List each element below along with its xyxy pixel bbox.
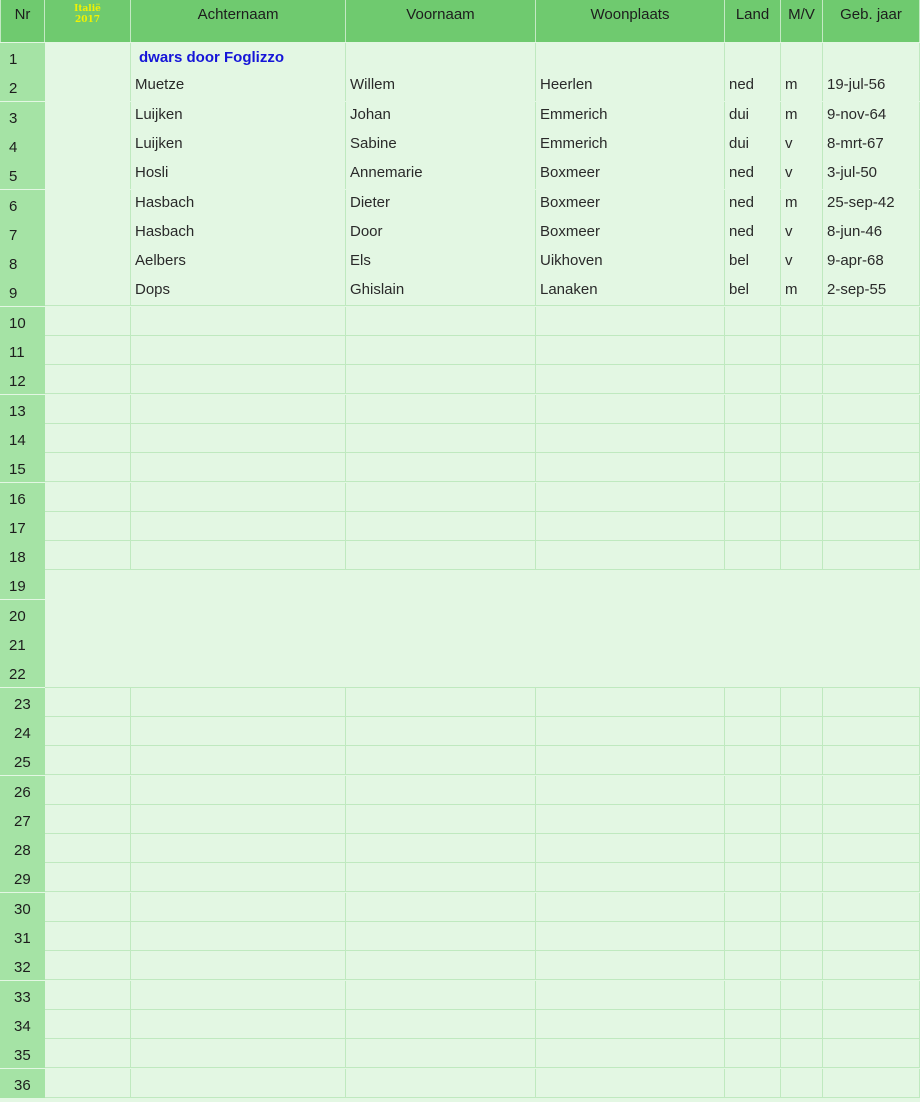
cell-woonplaats bbox=[536, 805, 725, 834]
cell-mv bbox=[781, 863, 823, 892]
cell-mv bbox=[781, 395, 823, 424]
cell-voornaam bbox=[346, 805, 536, 834]
cell-land bbox=[725, 688, 781, 717]
cell-voornaam: Dieter bbox=[346, 190, 536, 219]
cell-mv bbox=[781, 43, 823, 72]
cell-geb bbox=[823, 453, 920, 482]
cell-land: ned bbox=[725, 219, 781, 248]
cell-badge bbox=[45, 424, 131, 453]
row-number: 21 bbox=[0, 629, 45, 658]
row-number: 18 bbox=[0, 541, 45, 570]
cell-achternaam bbox=[131, 307, 346, 336]
cell-achternaam bbox=[131, 453, 346, 482]
cell-mv: m bbox=[781, 102, 823, 131]
cell-woonplaats bbox=[536, 424, 725, 453]
cell-badge bbox=[45, 336, 131, 365]
header-mv: M/V bbox=[781, 0, 823, 42]
cell-voornaam bbox=[346, 746, 536, 775]
cell-achternaam bbox=[131, 483, 346, 512]
cell-land bbox=[725, 336, 781, 365]
cell-land bbox=[725, 951, 781, 980]
cell-mv bbox=[781, 776, 823, 805]
cell-achternaam bbox=[131, 746, 346, 775]
cell-voornaam bbox=[346, 1069, 536, 1098]
cell-voornaam bbox=[346, 981, 536, 1010]
cell-badge bbox=[45, 951, 131, 980]
cell-woonplaats bbox=[536, 688, 725, 717]
cell-land: bel bbox=[725, 277, 781, 306]
cell-achternaam bbox=[131, 541, 346, 570]
cell-voornaam: Door bbox=[346, 219, 536, 248]
cell-badge bbox=[45, 453, 131, 482]
cell-woonplaats bbox=[536, 1010, 725, 1039]
cell-geb bbox=[823, 424, 920, 453]
cell-achternaam bbox=[131, 922, 346, 951]
cell-geb: 19-jul-56 bbox=[823, 72, 920, 101]
row-number: 1 bbox=[0, 43, 45, 72]
cell-woonplaats bbox=[536, 717, 725, 746]
cell-geb bbox=[823, 483, 920, 512]
cell-woonplaats bbox=[536, 336, 725, 365]
cell-badge bbox=[45, 805, 131, 834]
cell-mv: m bbox=[781, 277, 823, 306]
cell-badge bbox=[45, 688, 131, 717]
cell-achternaam bbox=[131, 336, 346, 365]
cell-woonplaats bbox=[536, 307, 725, 336]
cell-woonplaats: Boxmeer bbox=[536, 219, 725, 248]
cell-voornaam bbox=[346, 863, 536, 892]
row-number: 16 bbox=[0, 483, 45, 512]
cell-mv: v bbox=[781, 219, 823, 248]
cell-geb: 8-mrt-67 bbox=[823, 131, 920, 160]
cell-geb: 9-apr-68 bbox=[823, 248, 920, 277]
cell-geb bbox=[823, 805, 920, 834]
row-number: 32 bbox=[0, 951, 45, 980]
row-number: 8 bbox=[0, 248, 45, 277]
cell-badge bbox=[45, 1069, 131, 1098]
cell-land bbox=[725, 922, 781, 951]
cell-mv bbox=[781, 981, 823, 1010]
cell-achternaam bbox=[131, 1010, 346, 1039]
cell-voornaam bbox=[346, 834, 536, 863]
cell-geb bbox=[823, 336, 920, 365]
cell-mv: v bbox=[781, 160, 823, 189]
cell-woonplaats bbox=[536, 43, 725, 72]
cell-land: dui bbox=[725, 131, 781, 160]
cell-voornaam bbox=[346, 43, 536, 72]
cell-geb bbox=[823, 365, 920, 394]
cell-land: dui bbox=[725, 102, 781, 131]
cell-mv: m bbox=[781, 190, 823, 219]
cell-achternaam: Hosli bbox=[131, 160, 346, 189]
row-number: 13 bbox=[0, 395, 45, 424]
cell-land bbox=[725, 541, 781, 570]
cell-achternaam bbox=[131, 717, 346, 746]
row-number: 24 bbox=[0, 717, 45, 746]
cell-woonplaats: Boxmeer bbox=[536, 190, 725, 219]
cell-voornaam bbox=[346, 483, 536, 512]
cell-mv bbox=[781, 922, 823, 951]
row-number: 6 bbox=[0, 190, 45, 219]
cell-voornaam bbox=[346, 395, 536, 424]
cell-geb bbox=[823, 893, 920, 922]
cell-land bbox=[725, 512, 781, 541]
cell-geb: 3-jul-50 bbox=[823, 160, 920, 189]
cell-badge bbox=[45, 483, 131, 512]
cell-woonplaats: Heerlen bbox=[536, 72, 725, 101]
cell-voornaam bbox=[346, 893, 536, 922]
cell-geb bbox=[823, 717, 920, 746]
cell-badge bbox=[45, 43, 131, 72]
cell-achternaam bbox=[131, 863, 346, 892]
cell-achternaam bbox=[131, 834, 346, 863]
cell-voornaam: Sabine bbox=[346, 131, 536, 160]
cell-voornaam bbox=[346, 922, 536, 951]
row-number: 36 bbox=[0, 1069, 45, 1098]
cell-land bbox=[725, 834, 781, 863]
cell-badge bbox=[45, 863, 131, 892]
row-number: 20 bbox=[0, 600, 45, 629]
cell-achternaam: Aelbers bbox=[131, 248, 346, 277]
cell-land bbox=[725, 1010, 781, 1039]
row-number: 14 bbox=[0, 424, 45, 453]
cell-land: ned bbox=[725, 72, 781, 101]
cell-badge bbox=[45, 219, 131, 248]
cell-woonplaats bbox=[536, 1069, 725, 1098]
cell-achternaam: Dops bbox=[131, 277, 346, 306]
cell-mv bbox=[781, 424, 823, 453]
cell-mv bbox=[781, 1010, 823, 1039]
cell-achternaam bbox=[131, 1039, 346, 1068]
cell-voornaam bbox=[346, 307, 536, 336]
cell-land: ned bbox=[725, 160, 781, 189]
cell-woonplaats: Emmerich bbox=[536, 131, 725, 160]
cell-voornaam bbox=[346, 951, 536, 980]
cell-geb bbox=[823, 981, 920, 1010]
cell-badge bbox=[45, 72, 131, 101]
cell-badge bbox=[45, 131, 131, 160]
row-number: 23 bbox=[0, 688, 45, 717]
cell-achternaam: Hasbach bbox=[131, 219, 346, 248]
row-number: 31 bbox=[0, 922, 45, 951]
cell-badge bbox=[45, 395, 131, 424]
cell-voornaam: Annemarie bbox=[346, 160, 536, 189]
row-number: 28 bbox=[0, 834, 45, 863]
badge-line-2: 2017 bbox=[74, 15, 101, 25]
cell-woonplaats bbox=[536, 863, 725, 892]
cell-land bbox=[725, 453, 781, 482]
cell-mv bbox=[781, 336, 823, 365]
cell-badge bbox=[45, 981, 131, 1010]
cell-voornaam bbox=[346, 336, 536, 365]
cell-land bbox=[725, 424, 781, 453]
cell-geb: 25-sep-42 bbox=[823, 190, 920, 219]
cell-geb bbox=[823, 776, 920, 805]
badge-line-1: Italië bbox=[74, 4, 101, 14]
cell-geb bbox=[823, 1010, 920, 1039]
cell-badge bbox=[45, 1010, 131, 1039]
cell-voornaam bbox=[346, 717, 536, 746]
cell-badge bbox=[45, 834, 131, 863]
cell-badge bbox=[45, 893, 131, 922]
cell-voornaam bbox=[346, 1039, 536, 1068]
cell-mv bbox=[781, 453, 823, 482]
header-geb-jaar: Geb. jaar bbox=[823, 0, 920, 42]
row-number: 4 bbox=[0, 131, 45, 160]
cell-badge bbox=[45, 277, 131, 306]
header-badge bbox=[45, 0, 131, 42]
cell-geb: 8-jun-46 bbox=[823, 219, 920, 248]
cell-mv bbox=[781, 688, 823, 717]
cell-woonplaats: Emmerich bbox=[536, 102, 725, 131]
cell-land bbox=[725, 395, 781, 424]
row-number: 34 bbox=[0, 1010, 45, 1039]
cell-achternaam: Luijken bbox=[131, 102, 346, 131]
header-voornaam: Voornaam bbox=[346, 0, 536, 42]
row-number: 22 bbox=[0, 658, 45, 687]
cell-badge bbox=[45, 717, 131, 746]
cell-land bbox=[725, 981, 781, 1010]
cell-badge bbox=[45, 776, 131, 805]
cell-achternaam: Muetze bbox=[131, 72, 346, 101]
cell-mv bbox=[781, 951, 823, 980]
cell-badge bbox=[45, 746, 131, 775]
cell-mv bbox=[781, 746, 823, 775]
cell-land bbox=[725, 863, 781, 892]
cell-mv: m bbox=[781, 72, 823, 101]
cell-achternaam bbox=[131, 776, 346, 805]
divider-line bbox=[45, 687, 920, 688]
cell-land bbox=[725, 365, 781, 394]
cell-woonplaats bbox=[536, 453, 725, 482]
cell-badge bbox=[45, 922, 131, 951]
cell-achternaam bbox=[131, 395, 346, 424]
cell-badge bbox=[45, 248, 131, 277]
row-number: 3 bbox=[0, 102, 45, 131]
cell-geb bbox=[823, 1069, 920, 1098]
cell-geb bbox=[823, 1039, 920, 1068]
row-number: 11 bbox=[0, 336, 45, 365]
row-number: 17 bbox=[0, 512, 45, 541]
cell-woonplaats: Lanaken bbox=[536, 277, 725, 306]
cell-badge bbox=[45, 541, 131, 570]
cell-mv bbox=[781, 834, 823, 863]
cell-badge bbox=[45, 307, 131, 336]
row-number: 12 bbox=[0, 365, 45, 394]
row-number: 35 bbox=[0, 1039, 45, 1068]
header-achternaam: Achternaam bbox=[131, 0, 346, 42]
cell-woonplaats bbox=[536, 893, 725, 922]
cell-achternaam bbox=[131, 512, 346, 541]
cell-geb bbox=[823, 541, 920, 570]
cell-mv: v bbox=[781, 248, 823, 277]
cell-land: bel bbox=[725, 248, 781, 277]
cell-geb bbox=[823, 512, 920, 541]
cell-voornaam: Els bbox=[346, 248, 536, 277]
row-number: 19 bbox=[0, 570, 45, 599]
cell-land bbox=[725, 717, 781, 746]
cell-woonplaats: Uikhoven bbox=[536, 248, 725, 277]
cell-badge bbox=[45, 160, 131, 189]
cell-achternaam: Luijken bbox=[131, 131, 346, 160]
row-number: 5 bbox=[0, 160, 45, 189]
cell-voornaam bbox=[346, 1010, 536, 1039]
cell-mv bbox=[781, 717, 823, 746]
cell-achternaam bbox=[131, 424, 346, 453]
cell-geb bbox=[823, 951, 920, 980]
cell-woonplaats bbox=[536, 483, 725, 512]
cell-mv bbox=[781, 307, 823, 336]
cell-mv bbox=[781, 541, 823, 570]
cell-mv bbox=[781, 365, 823, 394]
cell-woonplaats bbox=[536, 1039, 725, 1068]
cell-woonplaats bbox=[536, 395, 725, 424]
header-woonplaats: Woonplaats bbox=[536, 0, 725, 42]
cell-mv bbox=[781, 483, 823, 512]
title-row: dwars door Foglizzo bbox=[139, 49, 284, 66]
row-number: 10 bbox=[0, 307, 45, 336]
cell-voornaam bbox=[346, 424, 536, 453]
cell-achternaam bbox=[131, 951, 346, 980]
cell-achternaam bbox=[131, 688, 346, 717]
row-number: 29 bbox=[0, 863, 45, 892]
cell-land bbox=[725, 1039, 781, 1068]
cell-geb bbox=[823, 834, 920, 863]
cell-land bbox=[725, 1069, 781, 1098]
cell-woonplaats bbox=[536, 746, 725, 775]
cell-woonplaats bbox=[536, 834, 725, 863]
cell-voornaam bbox=[346, 688, 536, 717]
cell-voornaam: Johan bbox=[346, 102, 536, 131]
cell-geb bbox=[823, 688, 920, 717]
cell-geb bbox=[823, 43, 920, 72]
cell-badge bbox=[45, 102, 131, 131]
cell-land bbox=[725, 805, 781, 834]
row-number: 26 bbox=[0, 776, 45, 805]
cell-woonplaats bbox=[536, 365, 725, 394]
cell-land bbox=[725, 483, 781, 512]
row-number: 33 bbox=[0, 981, 45, 1010]
cell-mv bbox=[781, 805, 823, 834]
cell-voornaam bbox=[346, 776, 536, 805]
cell-woonplaats: Boxmeer bbox=[536, 160, 725, 189]
row-number: 27 bbox=[0, 805, 45, 834]
cell-geb bbox=[823, 863, 920, 892]
cell-badge bbox=[45, 365, 131, 394]
row-number: 25 bbox=[0, 746, 45, 775]
cell-woonplaats bbox=[536, 541, 725, 570]
header-nr: Nr bbox=[0, 0, 45, 42]
cell-voornaam bbox=[346, 512, 536, 541]
cell-achternaam bbox=[131, 893, 346, 922]
cell-geb bbox=[823, 746, 920, 775]
row-number: 7 bbox=[0, 219, 45, 248]
cell-geb: 2-sep-55 bbox=[823, 277, 920, 306]
cell-geb: 9-nov-64 bbox=[823, 102, 920, 131]
cell-mv bbox=[781, 1039, 823, 1068]
cell-achternaam bbox=[131, 365, 346, 394]
cell-mv bbox=[781, 1069, 823, 1098]
cell-badge bbox=[45, 512, 131, 541]
cell-badge bbox=[45, 190, 131, 219]
cell-geb bbox=[823, 922, 920, 951]
cell-voornaam bbox=[346, 453, 536, 482]
cell-achternaam bbox=[131, 1069, 346, 1098]
cell-badge bbox=[45, 1039, 131, 1068]
cell-land bbox=[725, 776, 781, 805]
cell-geb bbox=[823, 307, 920, 336]
row-number: 9 bbox=[0, 277, 45, 306]
cell-land bbox=[725, 893, 781, 922]
cell-voornaam bbox=[346, 365, 536, 394]
header-land: Land bbox=[725, 0, 781, 42]
row-number: 30 bbox=[0, 893, 45, 922]
cell-voornaam: Willem bbox=[346, 72, 536, 101]
cell-land bbox=[725, 43, 781, 72]
cell-mv bbox=[781, 893, 823, 922]
cell-land bbox=[725, 307, 781, 336]
cell-voornaam bbox=[346, 541, 536, 570]
cell-land: ned bbox=[725, 190, 781, 219]
cell-mv bbox=[781, 512, 823, 541]
cell-geb bbox=[823, 395, 920, 424]
cell-mv: v bbox=[781, 131, 823, 160]
row-number: 2 bbox=[0, 72, 45, 101]
cell-woonplaats bbox=[536, 951, 725, 980]
cell-land bbox=[725, 746, 781, 775]
cell-woonplaats bbox=[536, 981, 725, 1010]
row-number: 15 bbox=[0, 453, 45, 482]
cell-woonplaats bbox=[536, 776, 725, 805]
cell-achternaam: Hasbach bbox=[131, 190, 346, 219]
cell-woonplaats bbox=[536, 922, 725, 951]
cell-achternaam bbox=[131, 805, 346, 834]
cell-voornaam: Ghislain bbox=[346, 277, 536, 306]
cell-achternaam bbox=[131, 981, 346, 1010]
cell-woonplaats bbox=[536, 512, 725, 541]
